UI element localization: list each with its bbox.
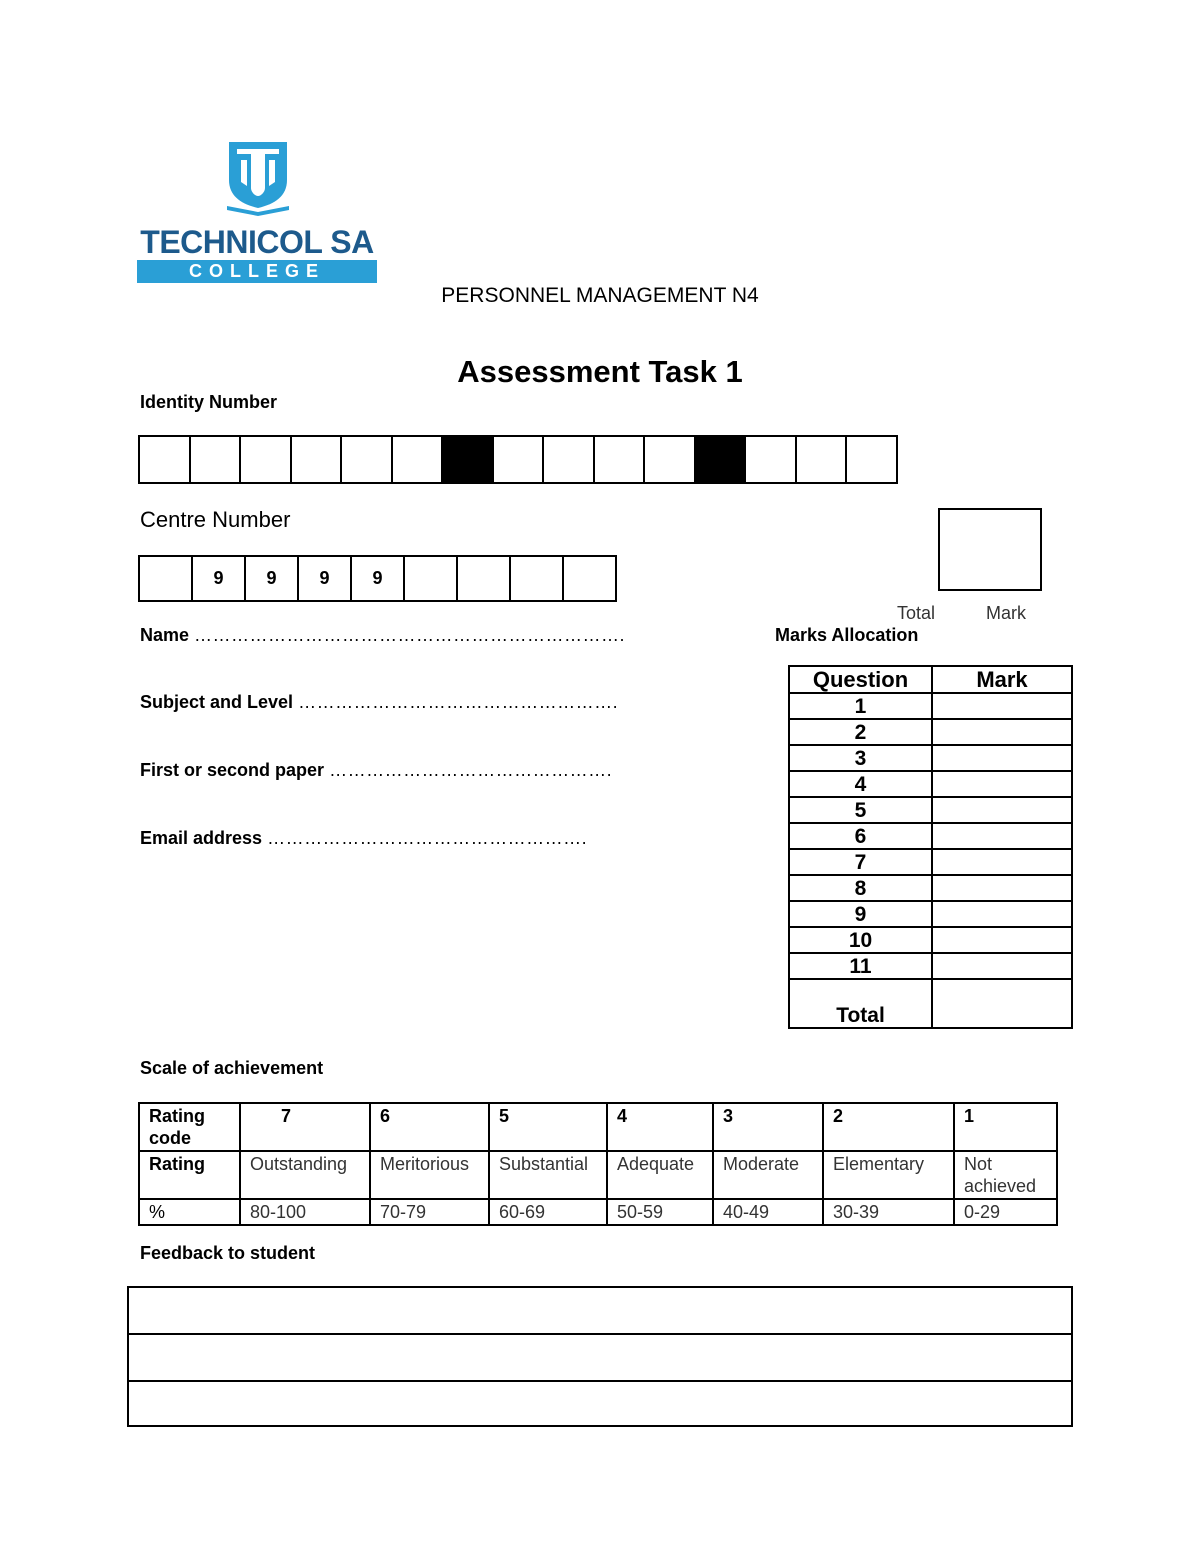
percentage-cell: 60-69	[489, 1199, 607, 1225]
logo-brand-text: TECHNICOL SA	[140, 224, 374, 260]
feedback-line[interactable]	[129, 1382, 1071, 1427]
subject-level-label: Subject and Level	[140, 692, 294, 712]
marks-allocation-title: Marks Allocation	[775, 625, 919, 645]
email-label: Email address	[140, 828, 263, 848]
question-number: 11	[789, 953, 932, 979]
rating-code-cell: 1	[954, 1103, 1057, 1151]
question-mark-cell[interactable]	[932, 771, 1072, 797]
centre-number-cell[interactable]: 9	[193, 557, 246, 600]
scale-title: Scale of achievement	[140, 1058, 324, 1078]
feedback-line[interactable]	[129, 1288, 1071, 1335]
question-mark-cell[interactable]	[932, 927, 1072, 953]
question-row	[789, 849, 1072, 875]
centre-number-cell[interactable]: 9	[352, 557, 405, 600]
mark-header: Mark	[932, 666, 1072, 693]
identity-number-cell[interactable]	[443, 437, 494, 482]
marks-total-row	[789, 979, 1072, 1028]
shield-icon	[137, 140, 377, 224]
name-dots: …………………………………………………………….	[194, 625, 626, 645]
question-mark-cell[interactable]	[932, 849, 1072, 875]
question-row	[789, 953, 1072, 979]
question-row	[789, 927, 1072, 953]
rating-cell: Not achieved	[954, 1151, 1057, 1199]
question-number: 7	[789, 849, 932, 875]
subject-level-dots: …………………………………………….	[298, 692, 619, 712]
identity-number-boxes[interactable]	[138, 435, 898, 484]
feedback-box[interactable]	[127, 1286, 1073, 1427]
total-mark-box[interactable]	[938, 508, 1042, 591]
question-mark-cell[interactable]	[932, 875, 1072, 901]
question-row	[789, 875, 1072, 901]
feedback-title: Feedback to student	[140, 1243, 316, 1263]
percentage-cell: 70-79	[370, 1199, 489, 1225]
marks-allocation-table	[788, 665, 1073, 1029]
rating-code-cell: 4	[607, 1103, 713, 1151]
rating-cell: Meritorious	[370, 1151, 489, 1199]
paper-dots: ……………………………………….	[329, 760, 613, 780]
marks-header-row	[789, 666, 1072, 693]
rating-code-cell: 7	[240, 1103, 370, 1151]
centre-number-boxes[interactable]	[138, 555, 617, 602]
rating-code-cell: 6	[370, 1103, 489, 1151]
percentage-row	[139, 1199, 1057, 1225]
marks-total-label: Total	[789, 979, 932, 1028]
percentage-cell: 0-29	[954, 1199, 1057, 1225]
rating-cell: Moderate	[713, 1151, 823, 1199]
question-number: 8	[789, 875, 932, 901]
rating-label: Rating	[139, 1151, 240, 1199]
identity-number-cell[interactable]	[544, 437, 595, 482]
question-number: 1	[789, 693, 932, 719]
name-field[interactable]	[140, 625, 625, 646]
identity-number-cell[interactable]	[494, 437, 545, 482]
identity-number-cell[interactable]	[847, 437, 896, 482]
rating-code-cell: 2	[823, 1103, 954, 1151]
scale-of-achievement-table	[138, 1102, 1058, 1226]
question-mark-cell[interactable]	[932, 823, 1072, 849]
question-number: 3	[789, 745, 932, 771]
identity-number-cell[interactable]	[241, 437, 292, 482]
question-mark-cell[interactable]	[932, 745, 1072, 771]
identity-number-cell[interactable]	[140, 437, 191, 482]
centre-number-cell[interactable]	[511, 557, 564, 600]
total-label: Total	[897, 603, 936, 623]
page-title: Assessment Task 1	[457, 354, 743, 389]
identity-number-cell[interactable]	[645, 437, 696, 482]
college-logo	[137, 140, 377, 283]
percentage-cell: 50-59	[607, 1199, 713, 1225]
logo-band-text: COLLEGE	[188, 261, 325, 281]
question-row	[789, 823, 1072, 849]
subject-title: PERSONNEL MANAGEMENT N4	[441, 284, 759, 307]
question-mark-cell[interactable]	[932, 953, 1072, 979]
percentage-label: %	[139, 1199, 240, 1225]
question-number: 4	[789, 771, 932, 797]
question-number: 6	[789, 823, 932, 849]
identity-number-cell[interactable]	[595, 437, 646, 482]
question-row	[789, 771, 1072, 797]
centre-number-cell[interactable]	[405, 557, 458, 600]
question-header: Question	[789, 666, 932, 693]
paper-label: First or second paper	[140, 760, 325, 780]
identity-number-cell[interactable]	[746, 437, 797, 482]
centre-number-cell[interactable]: 9	[299, 557, 352, 600]
identity-number-cell[interactable]	[191, 437, 242, 482]
question-number: 2	[789, 719, 932, 745]
identity-number-cell[interactable]	[342, 437, 393, 482]
percentage-cell: 80-100	[240, 1199, 370, 1225]
marks-total-cell[interactable]	[932, 979, 1072, 1028]
paper-field[interactable]	[140, 760, 612, 781]
question-mark-cell[interactable]	[932, 693, 1072, 719]
mark-label: Mark	[986, 603, 1026, 623]
rating-cell: Outstanding	[240, 1151, 370, 1199]
percentage-cell: 30-39	[823, 1199, 954, 1225]
identity-number-cell[interactable]	[292, 437, 343, 482]
question-number: 5	[789, 797, 932, 823]
question-number: 9	[789, 901, 932, 927]
question-number: 10	[789, 927, 932, 953]
question-mark-cell[interactable]	[932, 719, 1072, 745]
centre-number-cell[interactable]: 9	[246, 557, 299, 600]
question-row	[789, 901, 1072, 927]
question-row	[789, 693, 1072, 719]
identity-number-cell[interactable]	[696, 437, 747, 482]
rating-row	[139, 1151, 1057, 1199]
rating-code-row	[139, 1103, 1057, 1151]
rating-code-cell: 5	[489, 1103, 607, 1151]
feedback-line[interactable]	[129, 1335, 1071, 1382]
logo-band	[137, 260, 377, 283]
identity-number-cell[interactable]	[393, 437, 444, 482]
question-mark-cell[interactable]	[932, 797, 1072, 823]
rating-code-cell: 3	[713, 1103, 823, 1151]
rating-code-label: Rating code	[139, 1103, 240, 1151]
question-row	[789, 797, 1072, 823]
centre-number-label: Centre Number	[140, 507, 291, 532]
email-dots: …………………………………………….	[267, 828, 588, 848]
subject-level-field[interactable]	[140, 692, 618, 713]
centre-number-cell[interactable]	[458, 557, 511, 600]
question-mark-cell[interactable]	[932, 901, 1072, 927]
identity-number-label: Identity Number	[140, 392, 278, 412]
question-row	[789, 745, 1072, 771]
identity-number-cell[interactable]	[797, 437, 848, 482]
centre-number-cell[interactable]	[564, 557, 615, 600]
centre-number-cell[interactable]	[140, 557, 193, 600]
rating-cell: Substantial	[489, 1151, 607, 1199]
email-field[interactable]	[140, 828, 587, 849]
rating-cell: Adequate	[607, 1151, 713, 1199]
name-label: Name	[140, 625, 190, 645]
percentage-cell: 40-49	[713, 1199, 823, 1225]
question-row	[789, 719, 1072, 745]
rating-cell: Elementary	[823, 1151, 954, 1199]
